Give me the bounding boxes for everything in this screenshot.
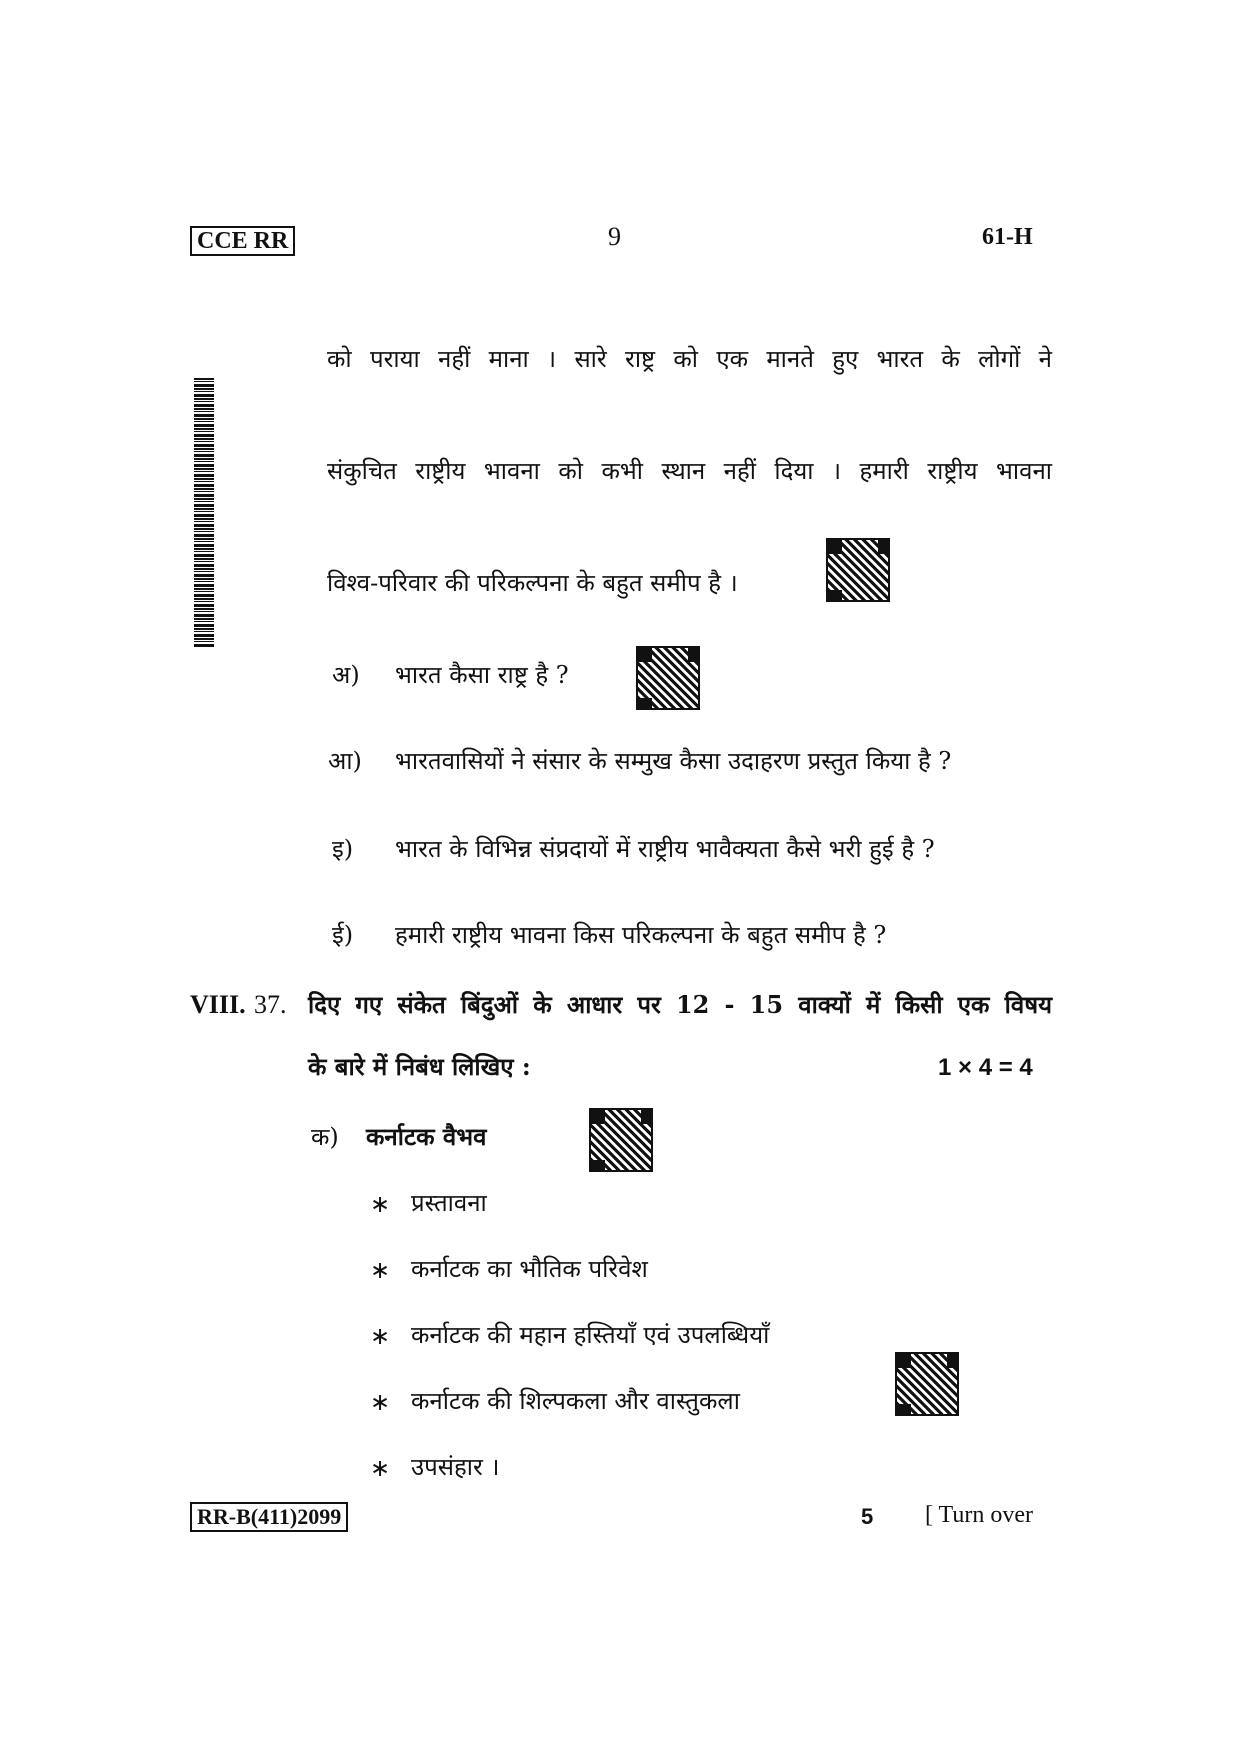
paper-code-left: CCE RR bbox=[190, 226, 295, 256]
question-label: ई) bbox=[332, 921, 354, 949]
qr-code-icon bbox=[826, 538, 890, 602]
question-number: 37. bbox=[254, 990, 287, 1019]
question-text: भारत के विभिन्न संप्रदायों में राष्ट्रीय भावैक्यता कैसे भरी हुई है ? bbox=[395, 835, 935, 863]
passage-line-2: संकुचित राष्ट्रीय भावना को कभी स्थान नहीं दिया । हमारी राष्ट्रीय भावना bbox=[327, 457, 1052, 485]
question-text: भारत कैसा राष्ट्र है ? bbox=[395, 661, 569, 689]
essay-point: कर्नाटक की महान हस्तियाँ एवं उपलब्धियाँ bbox=[411, 1321, 770, 1349]
passage-line-1: को पराया नहीं माना । सारे राष्ट्र को एक मानते हुए भारत के लोगों ने bbox=[327, 345, 1052, 373]
essay-point: कर्नाटक की शिल्पकला और वास्तुकला bbox=[411, 1387, 740, 1415]
essay-point: उपसंहार । bbox=[411, 1453, 500, 1481]
qr-code-icon bbox=[636, 646, 700, 710]
essay-point: कर्नाटक का भौतिक परिवेश bbox=[411, 1255, 648, 1283]
question-label: इ) bbox=[332, 835, 354, 863]
section-number: VIII. bbox=[190, 990, 246, 1019]
question-label: आ) bbox=[328, 747, 362, 775]
footer-code: RR-B(411)2099 bbox=[190, 1502, 348, 1532]
footer-page-number: 5 bbox=[861, 1504, 874, 1529]
side-barcode bbox=[194, 378, 214, 648]
bullet-asterisk: ∗ bbox=[370, 1256, 391, 1284]
bullet-asterisk: ∗ bbox=[370, 1322, 391, 1350]
essay-label: क) bbox=[311, 1123, 339, 1151]
bullet-asterisk: ∗ bbox=[370, 1388, 391, 1416]
qr-code-icon bbox=[589, 1108, 653, 1172]
marks-allotted: 1 × 4 = 4 bbox=[938, 1054, 1033, 1081]
bullet-asterisk: ∗ bbox=[370, 1190, 391, 1218]
passage-line-3: विश्व-परिवार की परिकल्पना के बहुत समीप है । bbox=[327, 569, 738, 597]
question-text: हमारी राष्ट्रीय भावना किस परिकल्पना के बहुत समीप है ? bbox=[395, 921, 887, 949]
instruction-line-2: के बारे में निबंध लिखिए : bbox=[308, 1052, 531, 1081]
question-label: अ) bbox=[332, 661, 360, 689]
essay-point: प्रस्तावना bbox=[411, 1189, 487, 1217]
essay-title: कर्नाटक वैभव bbox=[366, 1122, 487, 1151]
turn-over-note: [ Turn over bbox=[925, 1502, 1034, 1528]
qr-code-icon bbox=[895, 1352, 959, 1416]
question-text: भारतवासियों ने संसार के सम्मुख कैसा उदाहरण प्रस्तुत किया है ? bbox=[395, 747, 952, 775]
bullet-asterisk: ∗ bbox=[370, 1454, 391, 1482]
instruction-line-1: दिए गए संकेत बिंदुओं के आधार पर 12 - 15 वाक्यों में किसी एक विषय bbox=[308, 990, 1052, 1019]
page-number: 9 bbox=[608, 222, 621, 251]
paper-code-right: 61-H bbox=[982, 224, 1033, 250]
